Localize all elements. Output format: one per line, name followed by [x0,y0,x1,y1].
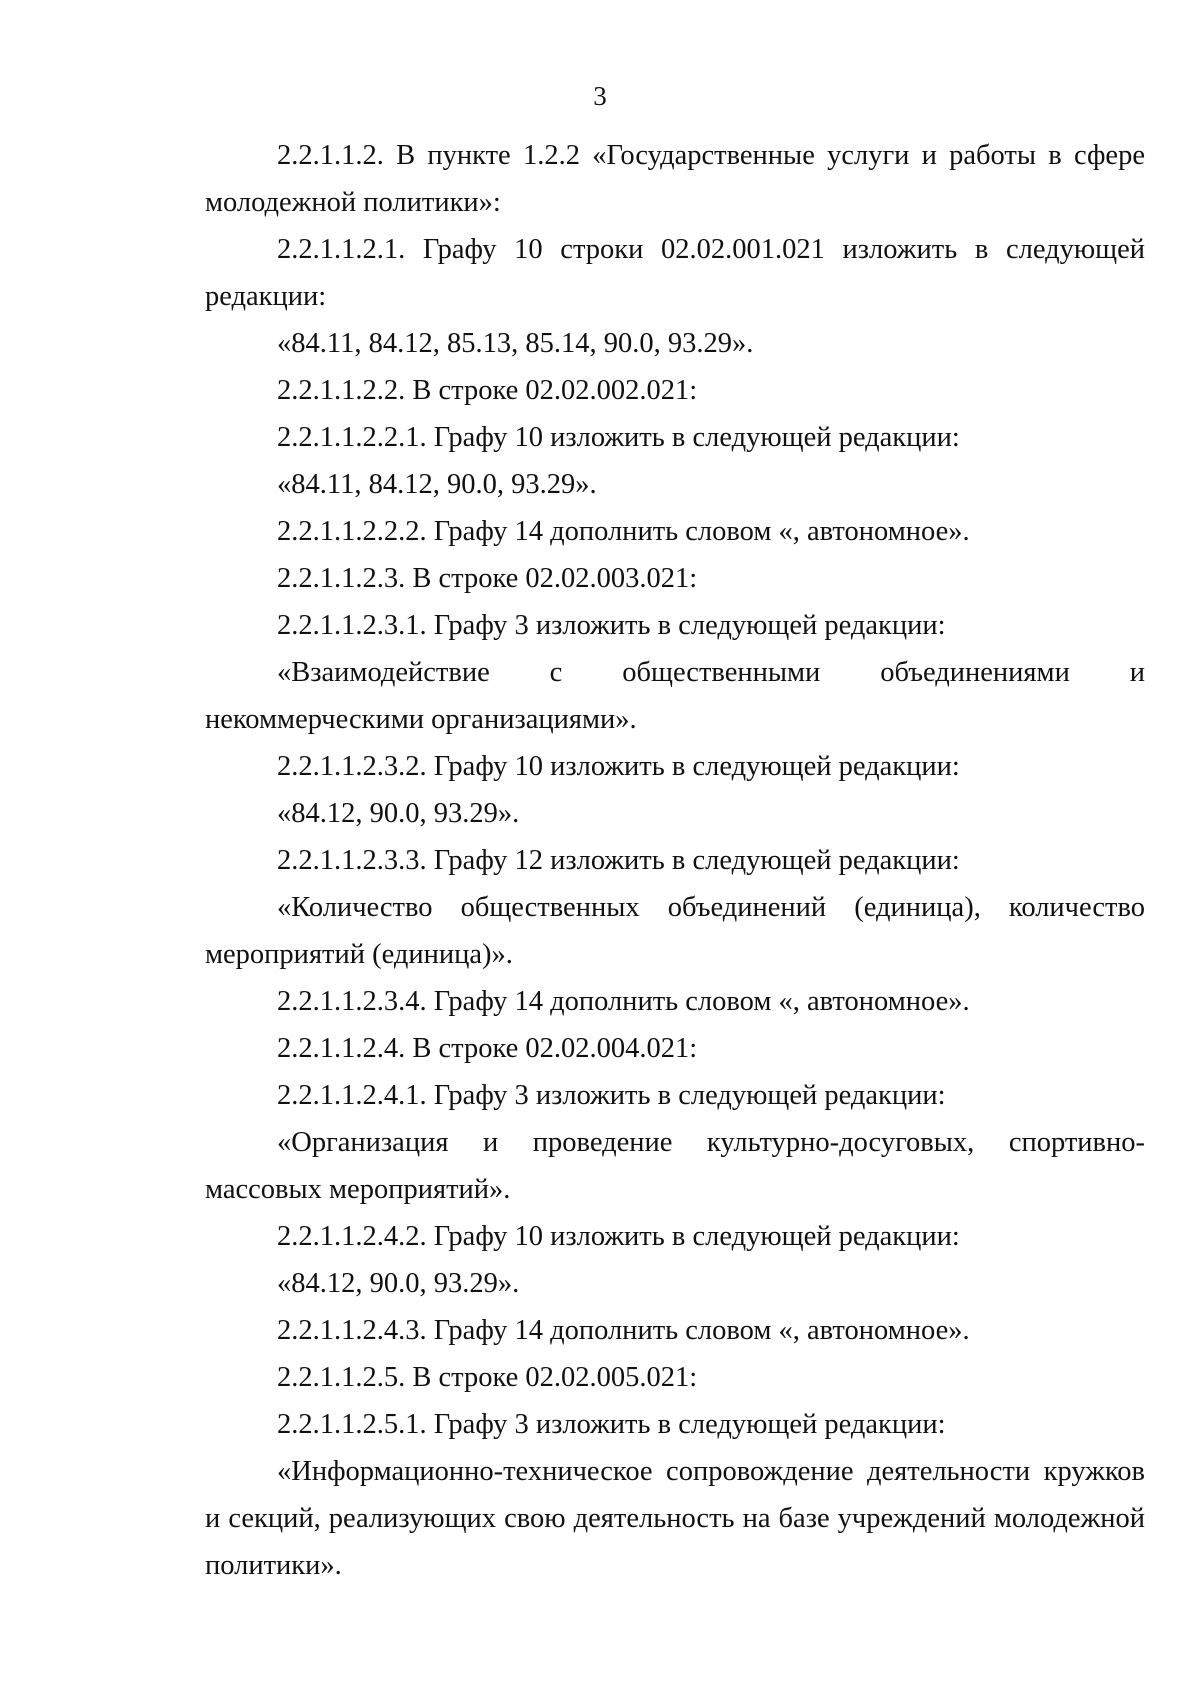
paragraph-2-2-1-1-2-4-1: 2.2.1.1.2.4.1. Графу 3 изложить в следующей редакции: [277,1080,946,1111]
paragraph-2-2-1-1-2: 2.2.1.1.2. В пункте 1.2.2 «Государственные услуги и работы в сфере молодежной политики»: [205,140,1145,218]
quote-okved-codes: «84.11, 84.12, 85.13, 85.14, 90.0, 93.29». [277,328,754,359]
paragraph-2-2-1-1-2-2-1: 2.2.1.1.2.2.1. Графу 10 изложить в следующей редакции: [277,422,960,453]
quote-service-name: «Информационно-техническое сопровождение деятельности кружков и секций, реализующих свою деятельность на базе учреждений молодежной политики». [205,1456,1145,1581]
document-body [205,132,1145,1589]
paragraph-2-2-1-1-2-4-3: 2.2.1.1.2.4.3. Графу 14 дополнить словом «, автономное». [277,1315,970,1346]
quote-service-name: «Организация и проведение культурно-досуговых, спортивно-массовых мероприятий». [205,1127,1145,1205]
paragraph-2-2-1-1-2-4: 2.2.1.1.2.4. В строке 02.02.004.021: [277,1033,698,1064]
paragraph-2-2-1-1-2-1: 2.2.1.1.2.1. Графу 10 строки 02.02.001.021 изложить в следующей редакции: [205,234,1145,312]
quote-okved-codes: «84.12, 90.0, 93.29». [277,1268,520,1299]
paragraph-2-2-1-1-2-3-4: 2.2.1.1.2.3.4. Графу 14 дополнить словом «, автономное». [277,986,970,1017]
paragraph-2-2-1-1-2-5: 2.2.1.1.2.5. В строке 02.02.005.021: [277,1362,698,1393]
paragraph-2-2-1-1-2-5-1: 2.2.1.1.2.5.1. Графу 3 изложить в следующей редакции: [277,1409,946,1440]
paragraph-2-2-1-1-2-3-2: 2.2.1.1.2.3.2. Графу 10 изложить в следующей редакции: [277,751,960,782]
quote-okved-codes: «84.12, 90.0, 93.29». [277,798,520,829]
paragraph-2-2-1-1-2-3-3: 2.2.1.1.2.3.3. Графу 12 изложить в следующей редакции: [277,845,960,876]
paragraph-2-2-1-1-2-3-1: 2.2.1.1.2.3.1. Графу 3 изложить в следующей редакции: [277,610,946,641]
quote-okved-codes: «84.11, 84.12, 90.0, 93.29». [277,469,597,500]
quote-service-name: «Взаимодействие с общественными объединениями и некоммерческими организациями». [205,657,1145,735]
paragraph-2-2-1-1-2-3: 2.2.1.1.2.3. В строке 02.02.003.021: [277,563,698,594]
page-number: 3 [593,81,607,111]
quote-indicators: «Количество общественных объединений (единица), количество мероприятий (единица)». [205,892,1145,970]
paragraph-2-2-1-1-2-2: 2.2.1.1.2.2. В строке 02.02.002.021: [277,375,698,406]
paragraph-2-2-1-1-2-4-2: 2.2.1.1.2.4.2. Графу 10 изложить в следующей редакции: [277,1221,960,1252]
paragraph-2-2-1-1-2-2-2: 2.2.1.1.2.2.2. Графу 14 дополнить словом «, автономное». [277,516,970,547]
